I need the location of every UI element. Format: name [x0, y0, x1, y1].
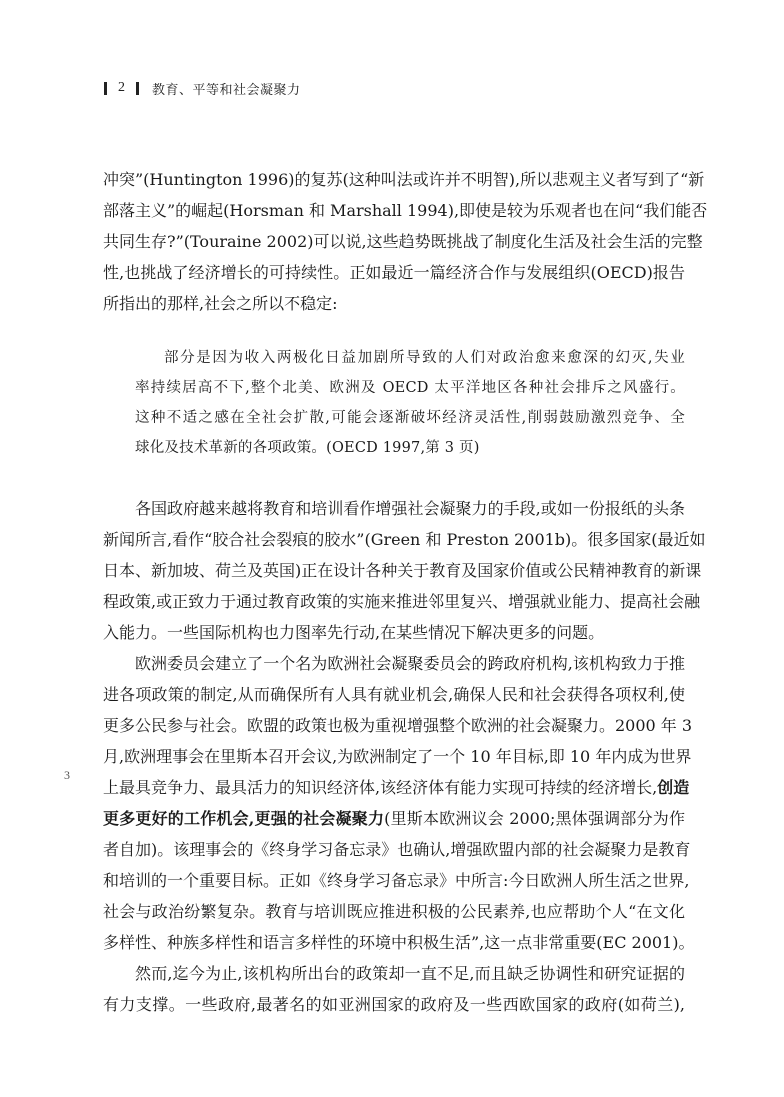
paragraph-line — [103, 809, 685, 829]
paragraph-line: 者自加)。该理事会的《终身学习备忘录》也确认,增强欧盟内部的社会凝聚力是教育 — [103, 840, 691, 859]
paragraph-line: 程政策,或正致力于通过教育政策的实施来推进邻里复兴、增强就业能力、提高社会融 — [103, 592, 701, 611]
paragraph-line: 日本、新加坡、荷兰及英国)正在设计各种关于教育及国家价值或公民精神教育的新课 — [103, 561, 702, 580]
quote-line: 部分是因为收入两极化日益加剧所导致的人们对政治愈来愈深的幻灭,失业 — [164, 350, 685, 366]
quote-line: 这种不适之感在全社会扩散,可能会逐渐破坏经济灵活性,削弱鼓励激烈竞争、全 — [135, 410, 685, 426]
quote-line: 率持续居高不下,整个北美、欧洲及 OECD 太平洋地区各种社会排斥之风盛行。 — [135, 380, 685, 396]
margin-note: 3 — [64, 768, 70, 782]
bold-emphasis: 更多更好的工作机会,更强的社会凝聚力 — [103, 809, 385, 828]
line-text: (里斯本欧洲议会 2000;黑体强调部分为作 — [384, 809, 685, 828]
quote-line: 球化及技术革新的各项政策。(OECD 1997,第 3 页) — [135, 440, 480, 456]
paragraph-line: 进各项政策的制定,从而确保所有人具有就业机会,确保人民和社会获得各项权利,使 — [103, 685, 685, 704]
paragraph-line: 欧洲委员会建立了一个名为欧洲社会凝聚委员会的跨政府机构,该机构致力于推 — [135, 654, 685, 673]
paragraph-line: 社会与政治纷繁复杂。教育与培训既应推进积极的公民素养,也应帮助个人“在文化 — [103, 902, 685, 921]
bold-emphasis: 创造 — [657, 778, 690, 797]
paragraph-line: 月,欧洲理事会在里斯本召开会议,为欧洲制定了一个 10 年目标,即 10 年内成为世界 — [103, 747, 692, 766]
paragraph-line — [103, 778, 690, 798]
running-title: 教育、平等和社会凝聚力 — [152, 82, 301, 98]
line-text: 上最具竞争力、最具活力的知识经济体,该经济体有能力实现可持续的经济增长, — [103, 778, 658, 797]
paragraph-line: 多样性、种族多样性和语言多样性的环境中积极生活”,这一点非常重要(EC 2001)。 — [103, 933, 695, 952]
paragraph-line: 和培训的一个重要目标。正如《终身学习备忘录》中所言:今日欧洲人所生活之世界, — [103, 871, 690, 890]
header-bar-left — [104, 82, 107, 95]
paragraph-line: 新闻所言,看作“胶合社会裂痕的胶水”(Green 和 Preston 2001b)。很多国家(最近如 — [103, 530, 706, 549]
paragraph-line: 所指出的那样,社会之所以不稳定: — [103, 294, 338, 313]
paragraph-line: 更多公民参与社会。欧盟的政策也极为重视增强整个欧洲的社会凝聚力。2000 年 3 — [103, 716, 693, 735]
header-bar-right — [136, 82, 139, 95]
running-header — [104, 78, 301, 98]
page-number: 2 — [118, 80, 125, 95]
paragraph-line: 部落主义”的崛起(Horsman 和 Marshall 1994),即使是较为乐观者也在问“我们能否 — [103, 201, 708, 220]
paragraph-line: 各国政府越来越将教育和培训看作增强社会凝聚力的手段,或如一份报纸的头条 — [135, 499, 685, 518]
paragraph-line: 冲突”(Huntington 1996)的复苏(这种叫法或许并不明智),所以悲观主义者写到了“新 — [103, 170, 705, 189]
paragraph-line: 共同生存?”(Touraine 2002)可以说,这些趋势既挑战了制度化生活及社会生活的完整 — [103, 232, 703, 251]
paragraph-line: 有力支撑。一些政府,最著名的如亚洲国家的政府及一些西欧国家的政府(如荷兰), — [103, 995, 685, 1014]
paragraph-line: 入能力。一些国际机构也力图率先行动,在某些情况下解决更多的问题。 — [103, 623, 605, 642]
paragraph-line: 性,也挑战了经济增长的可持续性。正如最近一篇经济合作与发展组织(OECD)报告 — [103, 263, 685, 282]
paragraph-line: 然而,迄今为止,该机构所出台的政策却一直不足,而且缺乏协调性和研究证据的 — [135, 964, 685, 983]
